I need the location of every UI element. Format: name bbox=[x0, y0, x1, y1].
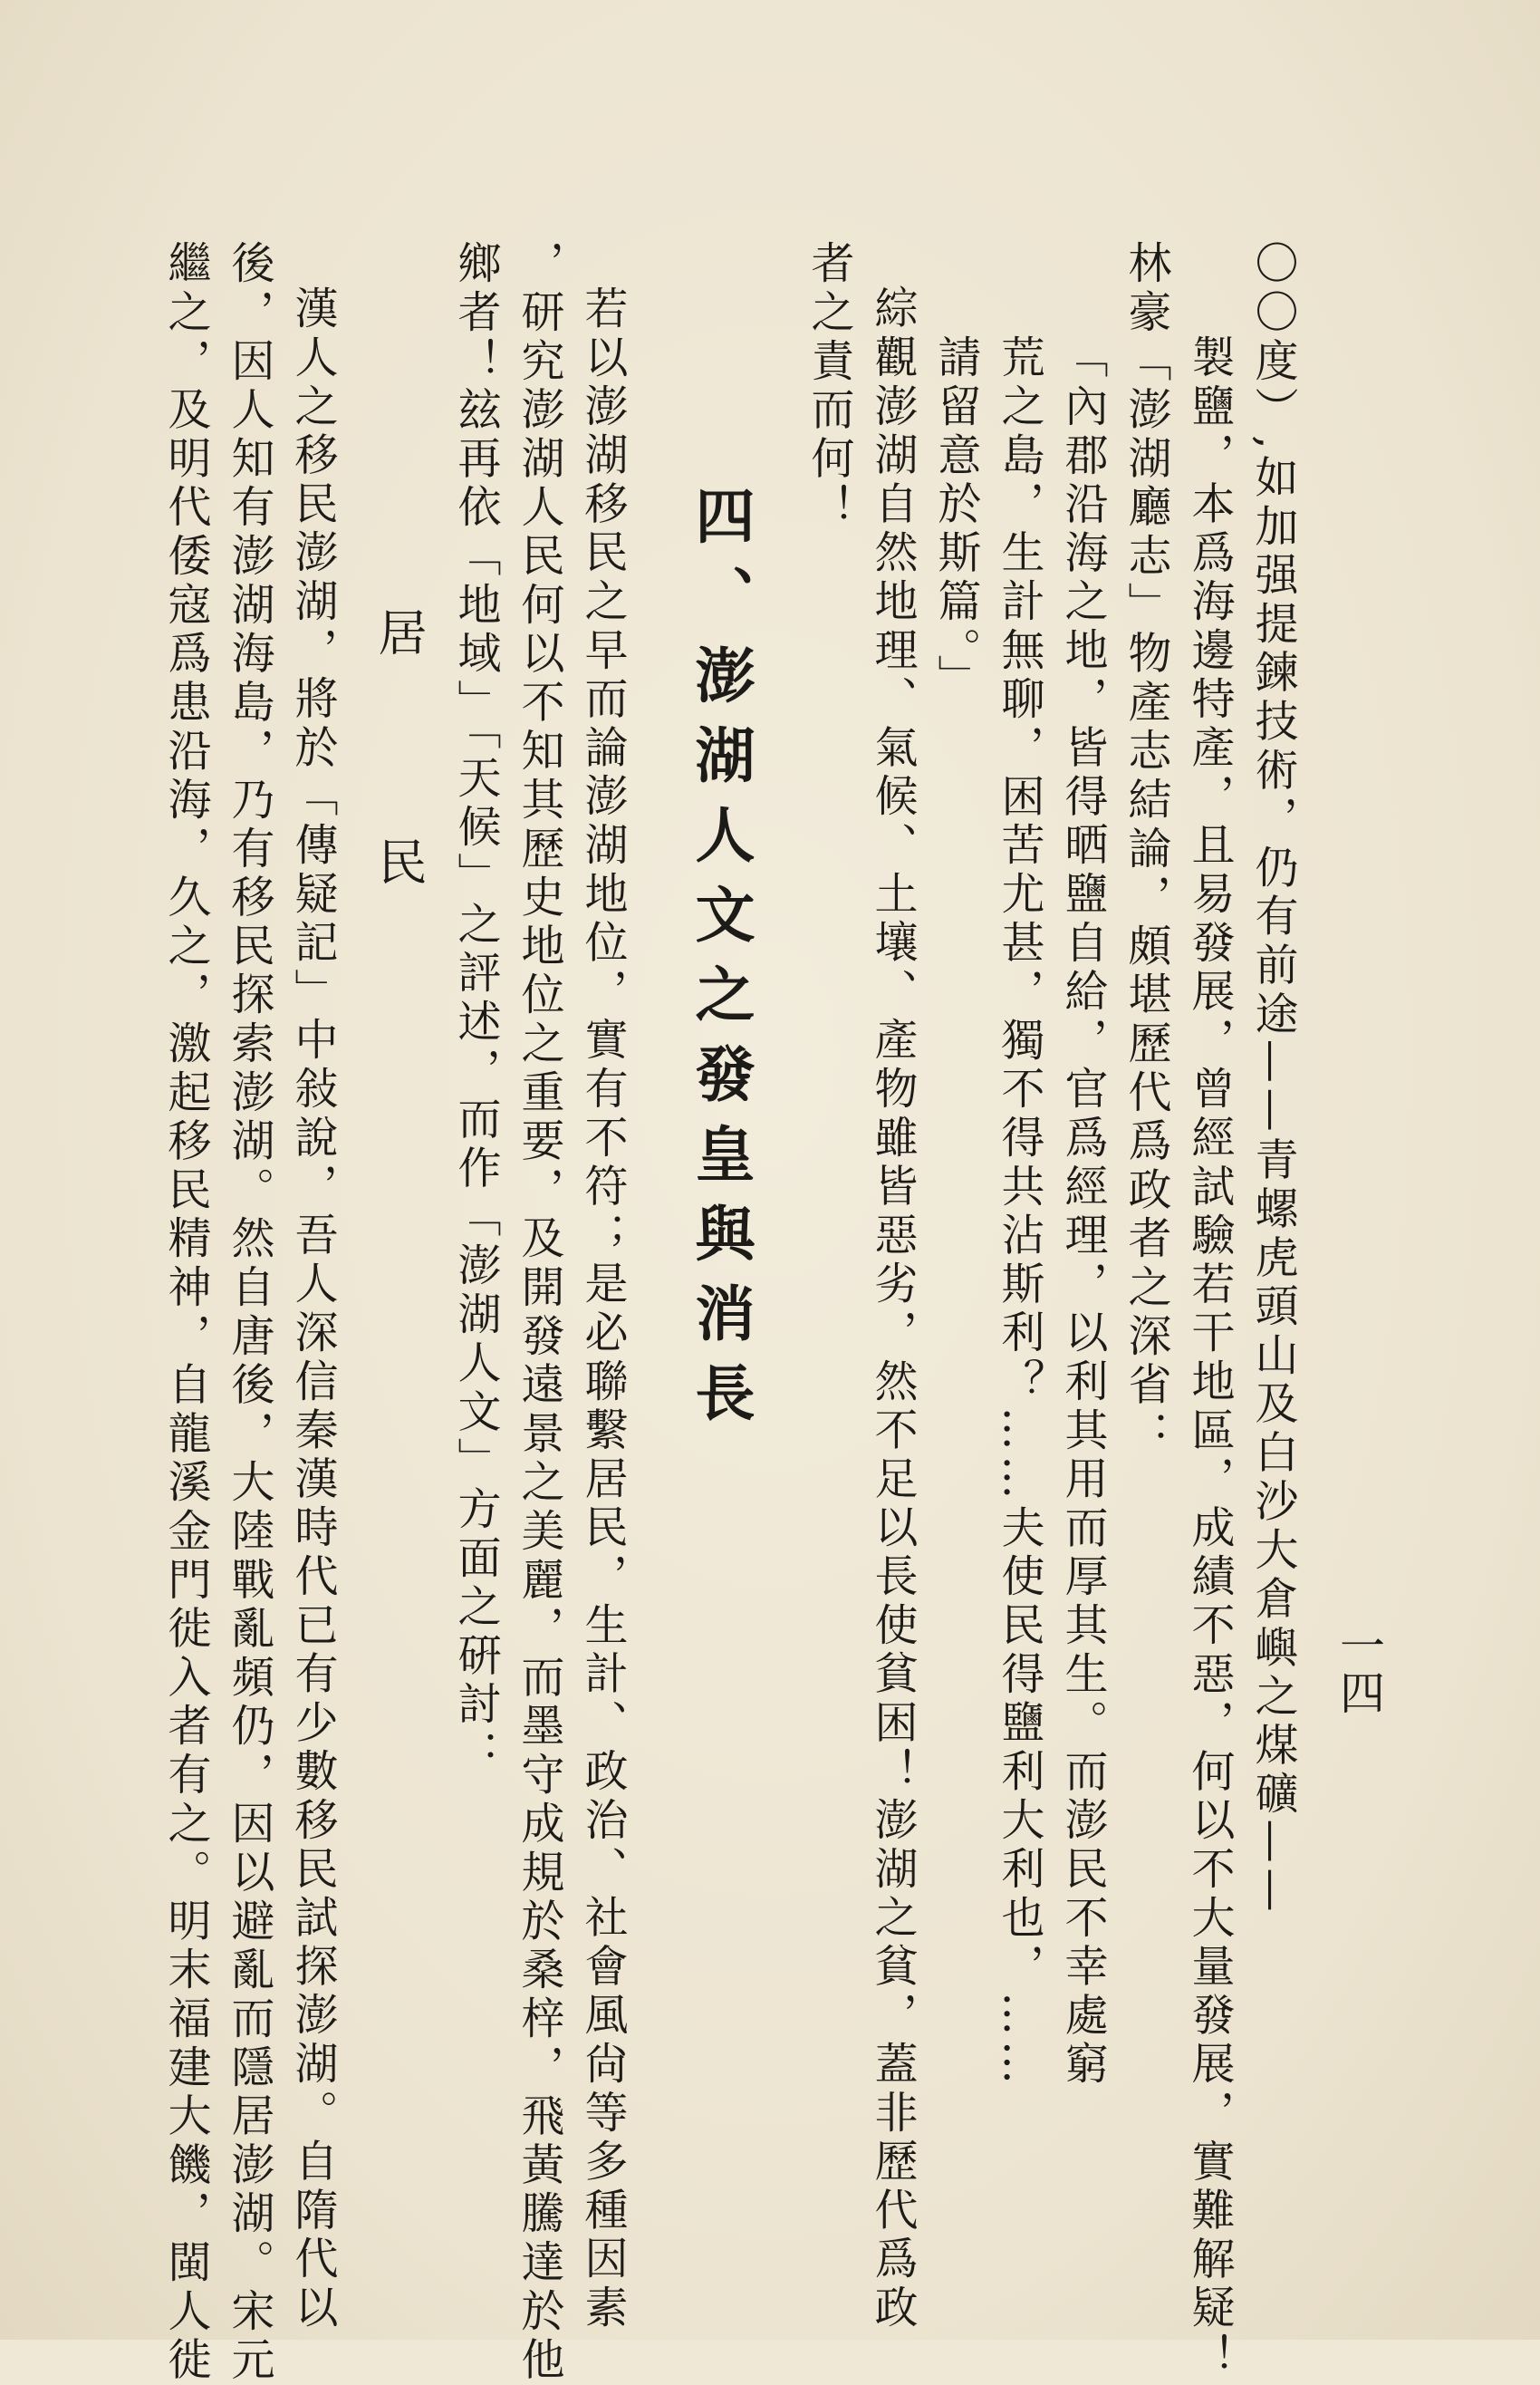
text-column: 繼之，及明代倭寇爲患沿海，久之，激起移民精神，自龍溪金門徙入者有之。明末福建大饑，閩人徙 bbox=[160, 240, 211, 2385]
text-column: 林豪「澎湖廳志」物產志結論，頗堪歷代爲政者之深省： bbox=[1121, 240, 1171, 1459]
text-column: 製鹽，本爲海邊特產，且易發展，曾經試驗若干地區，成績不惡，何以不大量發展，實難解疑！ bbox=[1184, 334, 1235, 2382]
text-column: 漢人之移民澎湖，將於「傳疑記」中敍說，吾人深信秦漢時代已有少數移民試探澎湖。自隋代以 bbox=[287, 285, 338, 2333]
quote-column: 荒之島，生計無聊，困苦尤甚，獨不得共沾斯利？……夫使民得鹽利大利也，…… bbox=[994, 334, 1044, 2090]
text-column: 綜觀澎湖自然地理、氣候、土壤、產物雖皆惡劣，然不足以長使貧困！澎湖之貧，蓋非歷代爲政 bbox=[867, 285, 918, 2333]
text-column: 後，因人知有澎湖海島，乃有移民探索澎湖。然自唐後，大陸戰亂頻仍，因以避亂而隱居澎湖。宋元 bbox=[224, 240, 274, 2385]
text-column: 者之責而何！ bbox=[804, 240, 854, 533]
vertical-text-body bbox=[154, 240, 1304, 2385]
quote-column: 「內郡沿海之地，皆得晒鹽自給，官爲經理，以利其用而厚其生。而澎民不幸處窮 bbox=[1057, 334, 1108, 2090]
section-title: 四、澎湖人文之發皇與消長 bbox=[685, 485, 756, 1442]
subsection-title-second: 民 bbox=[371, 835, 428, 891]
text-column: 〇〇度）,如加强提鍊技術，仍有前途——青螺虎頭山及白沙大倉嶼之煤礦—— bbox=[1247, 240, 1298, 1917]
text-column: ，研究澎湖人民何以不知其歷史地位之重要，及開發遠景之美麗，而墨守成規於桑梓，飛黃騰達於他 bbox=[514, 240, 564, 2385]
quote-column: 請留意於斯篇。」 bbox=[930, 334, 981, 703]
text-column: 若以澎湖移民之早而論澎湖地位，實有不符；是必聯繫居民，生計、政治、社會風尙等多種因素 bbox=[577, 285, 628, 2333]
page-number: 一四 bbox=[1333, 1622, 1385, 1716]
subsection-title bbox=[353, 240, 444, 2052]
subsection-title-first: 居 bbox=[371, 607, 428, 661]
text-column: 鄉者！玆再依「地域」「天候」之評述，而作「澎湖人文」方面之硏討： bbox=[450, 240, 501, 1779]
